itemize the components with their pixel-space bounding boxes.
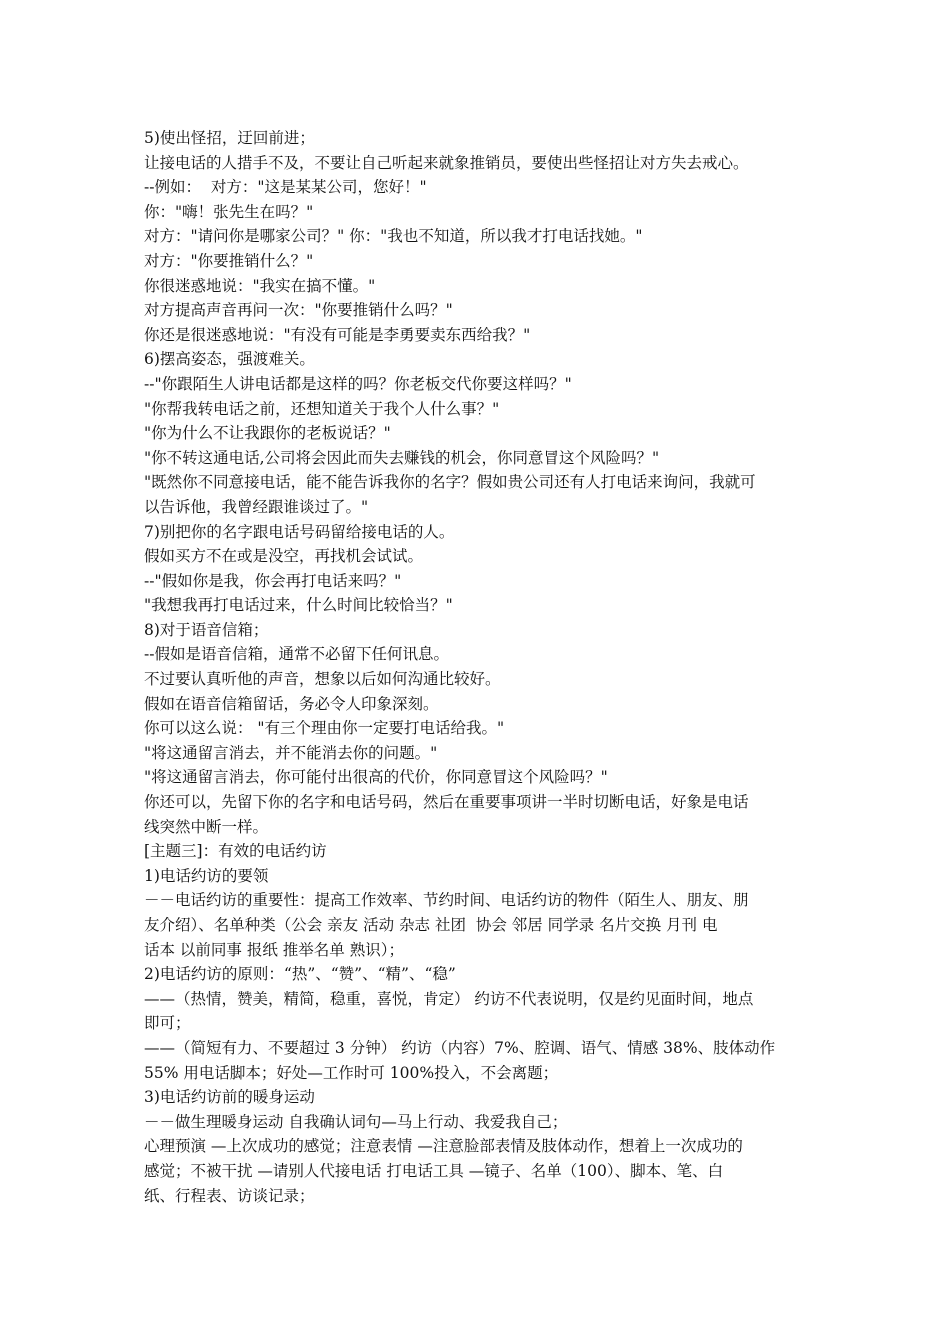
text-line: ——（简短有力、不要超过 3 分钟） 约访（内容）7%、腔调、语气、情感 38%、肢体动作 — [144, 1038, 776, 1057]
text-line: 对方："请问你是哪家公司？" 你："我也不知道，所以我才打电话找她。" — [144, 227, 643, 246]
text-line: --"你跟陌生人讲电话都是这样的吗？你老板交代你要这样吗？" — [144, 374, 572, 393]
text-line: 对方提高声音再问一次："你要推销什么吗？" — [144, 301, 453, 320]
text-line: "将这通留言消去，你可能付出很高的代价，你同意冒这个风险吗？" — [144, 768, 608, 787]
section-heading: 6)摆高姿态，强渡难关。 — [144, 350, 315, 369]
text-line: 假如买方不在或是没空，再找机会试试。 — [144, 547, 424, 566]
text-line: 即可； — [144, 1014, 191, 1033]
text-line: 55% 用电话脚本；好处—工作时可 100%投入，不会离题； — [144, 1063, 559, 1082]
section-heading: 3)电话约访前的暖身运动 — [144, 1088, 315, 1107]
text-line: "将这通留言消去，并不能消去你的问题。" — [144, 743, 438, 762]
text-line: "你为什么不让我跟你的老板说话？" — [144, 424, 391, 443]
text-line: 以告诉他，我曾经跟谁谈过了。" — [144, 497, 369, 516]
text-line: ——（热情，赞美，精简，稳重，喜悦，肯定） 约访不代表说明，仅是约见面时间，地点 — [144, 989, 754, 1008]
text-line: --例如： 对方："这是某某公司，您好！" — [144, 178, 427, 197]
topic-heading: [主题三]：有效的电话约访 — [144, 842, 327, 861]
section-heading: 8)对于语音信箱； — [144, 620, 269, 639]
text-line: 感觉；不被干扰 —请别人代接电话 打电话工具 —镜子、名单（100）、脚本、笔、白 — [144, 1161, 724, 1180]
text-line: 友介绍）、名单种类（公会 亲友 活动 杂志 社团 协会 邻居 同学录 名片交换 月刊 电 — [144, 916, 718, 934]
text-line: －－做生理暖身运动 自我确认词句—马上行动、我爱我自己； — [144, 1112, 568, 1131]
text-line: 让接电话的人措手不及，不要让自己听起来就象推销员，要使出些怪招让对方失去戒心。 — [144, 153, 749, 172]
text-line: 心理预演 —上次成功的感觉；注意表情 —注意脸部表情及肢体动作，想着上一次成功的 — [144, 1137, 743, 1156]
text-line: "既然你不同意接电话，能不能告诉我你的名字？假如贵公司还有人打电话来询问，我就可 — [144, 473, 756, 492]
text-line: 你很迷惑地说："我实在搞不懂。" — [144, 276, 376, 295]
text-line: 你："嗨！张先生在吗？" — [144, 202, 314, 221]
text-line: "你帮我转电话之前，还想知道关于我个人什么事？" — [144, 399, 500, 418]
text-line: 5)使出怪招，迂回前进； — [144, 129, 315, 147]
text-line: 你还可以，先留下你的名字和电话号码，然后在重要事项讲一半时切断电话，好象是电话 — [144, 793, 749, 812]
text-line: 你还是很迷惑地说："有没有可能是李勇要卖东西给我？" — [144, 325, 531, 344]
text-line: "你不转这通电话,公司将会因此而失去赚钱的机会，你同意冒这个风险吗？" — [144, 448, 660, 467]
text-line: 假如在语音信箱留话，务必令人印象深刻。 — [144, 694, 439, 713]
document-body — [144, 126, 816, 1208]
text-line: 纸、行程表、访谈记录； — [144, 1186, 315, 1205]
text-line: --"假如你是我，你会再打电话来吗？" — [144, 571, 402, 590]
text-line: 你可以这么说： "有三个理由你一定要打电话给我。" — [144, 719, 505, 738]
text-line: 话本 以前同事 报纸 推举名单 熟识）； — [144, 940, 404, 959]
text-line: －－电话约访的重要性：提高工作效率、节约时间、电话约访的物件（陌生人、朋友、朋 — [144, 891, 749, 910]
section-heading: 7)别把你的名字跟电话号码留给接电话的人。 — [144, 522, 455, 541]
text-line: 线突然中断一样。 — [144, 817, 269, 836]
text-line: 对方："你要推销什么？" — [144, 251, 314, 270]
text-line: "我想我再打电话过来，什么时间比较恰当？" — [144, 596, 453, 615]
section-heading: 2)电话约访的原则：“热”、“赞”、“精”、“稳” — [144, 965, 456, 984]
section-heading: 1)电话约访的要领 — [144, 866, 269, 885]
text-line: 不过要认真听他的声音，想象以后如何沟通比较好。 — [144, 670, 501, 689]
text-line: --假如是语音信箱，通常不必留下任何讯息。 — [144, 645, 449, 664]
